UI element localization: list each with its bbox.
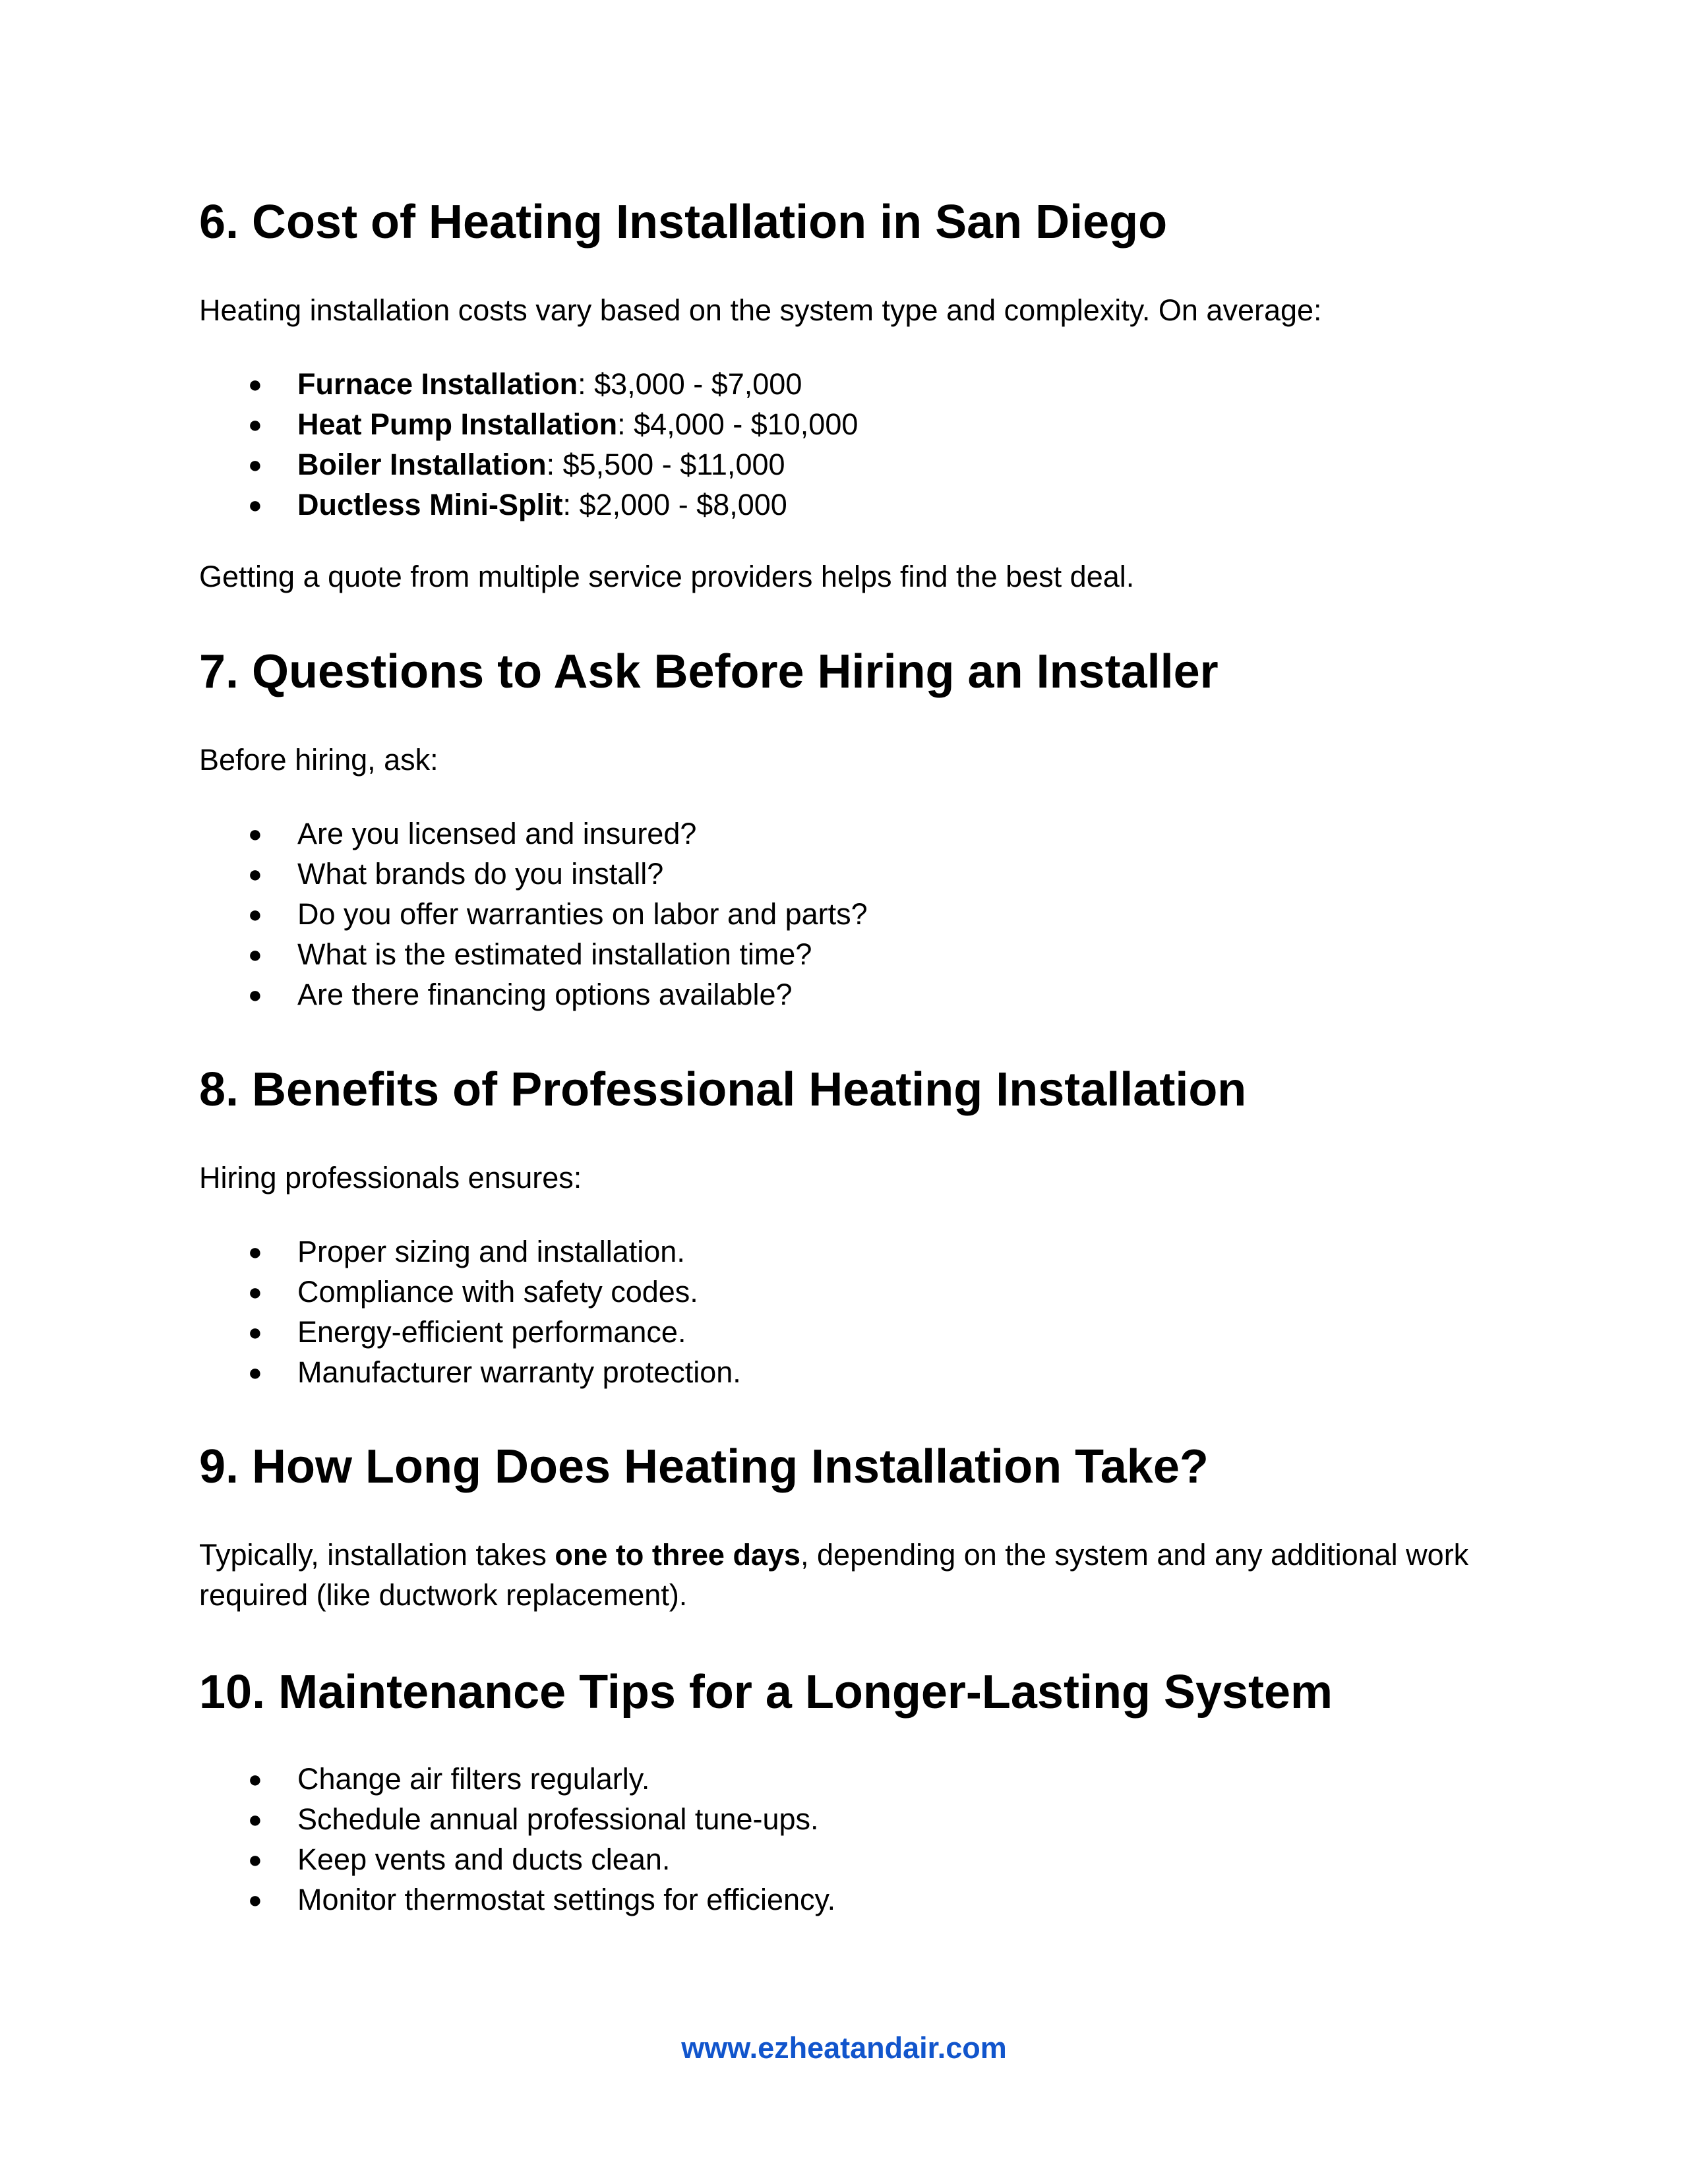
bullet-icon: ● bbox=[248, 1806, 262, 1833]
list-item-text: Manufacturer warranty protection. bbox=[297, 1355, 741, 1389]
list-item-text: : $5,500 - $11,000 bbox=[546, 448, 785, 481]
questions-list bbox=[199, 813, 868, 1015]
cost-list bbox=[199, 364, 858, 525]
list-item-text: What brands do you install? bbox=[297, 857, 664, 891]
list-item bbox=[199, 364, 858, 404]
list-item-text: What is the estimated installation time? bbox=[297, 937, 812, 971]
list-item bbox=[199, 934, 868, 974]
bullet-icon: ● bbox=[248, 941, 262, 968]
list-item-term: Ductless Mini-Split bbox=[297, 488, 563, 521]
bullet-icon: ● bbox=[248, 1359, 262, 1386]
body-text-bold: one to three days bbox=[555, 1538, 801, 1572]
list-item bbox=[199, 1231, 741, 1272]
list-item bbox=[199, 854, 868, 894]
section-heading-7: 7. Questions to Ask Before Hiring an Installer bbox=[199, 645, 1219, 698]
list-item-term: Furnace Installation bbox=[297, 367, 578, 401]
list-item-text: Energy-efficient performance. bbox=[297, 1315, 686, 1349]
bullet-icon: ● bbox=[248, 820, 262, 847]
body-text-end: , depending on the system and any additional work required (like ductwork replacement). bbox=[199, 1538, 1469, 1612]
section-body-9 bbox=[199, 1535, 1492, 1615]
bullet-icon: ● bbox=[248, 1765, 262, 1792]
footer bbox=[0, 2028, 1688, 2068]
list-item-text: Proper sizing and installation. bbox=[297, 1235, 685, 1268]
list-item-text: Are there financing options available? bbox=[297, 978, 793, 1011]
maintenance-list bbox=[199, 1759, 835, 1920]
section-heading-10: 10. Maintenance Tips for a Longer-Lasting System bbox=[199, 1666, 1333, 1719]
section-intro-8: Hiring professionals ensures: bbox=[199, 1161, 582, 1195]
list-item-text: Are you licensed and insured? bbox=[297, 817, 697, 850]
bullet-icon: ● bbox=[248, 981, 262, 1008]
section-heading-9: 9. How Long Does Heating Installation Take? bbox=[199, 1440, 1209, 1493]
bullet-icon: ● bbox=[248, 860, 262, 887]
bullet-icon: ● bbox=[248, 451, 262, 478]
benefits-list bbox=[199, 1231, 741, 1392]
section-intro-7: Before hiring, ask: bbox=[199, 743, 438, 777]
list-item-term: Heat Pump Installation bbox=[297, 407, 618, 441]
list-item bbox=[199, 444, 858, 485]
list-item-text: Schedule annual professional tune-ups. bbox=[297, 1802, 819, 1836]
bullet-icon: ● bbox=[248, 900, 262, 928]
list-item-text: Compliance with safety codes. bbox=[297, 1275, 698, 1309]
list-item bbox=[199, 485, 858, 525]
list-item bbox=[199, 1312, 741, 1352]
list-item-text: Monitor thermostat settings for efficiency. bbox=[297, 1883, 836, 1916]
list-item-text: Change air filters regularly. bbox=[297, 1762, 650, 1796]
bullet-icon: ● bbox=[248, 1318, 262, 1345]
list-item bbox=[199, 1799, 835, 1839]
list-item bbox=[199, 1759, 835, 1799]
section-heading-6: 6. Cost of Heating Installation in San Diego bbox=[199, 196, 1168, 249]
list-item bbox=[199, 1352, 741, 1392]
bullet-icon: ● bbox=[248, 1886, 262, 1913]
list-item bbox=[199, 1839, 835, 1879]
list-item bbox=[199, 894, 868, 934]
section-outro-6: Getting a quote from multiple service providers helps find the best deal. bbox=[199, 560, 1135, 593]
list-item bbox=[199, 1879, 835, 1920]
bullet-icon: ● bbox=[248, 1238, 262, 1265]
list-item-text: Keep vents and ducts clean. bbox=[297, 1843, 671, 1876]
list-item bbox=[199, 813, 868, 854]
list-item-text: : $4,000 - $10,000 bbox=[617, 407, 859, 441]
list-item-text: : $2,000 - $8,000 bbox=[562, 488, 787, 521]
list-item bbox=[199, 974, 868, 1015]
bullet-icon: ● bbox=[248, 370, 262, 398]
bullet-icon: ● bbox=[248, 1278, 262, 1305]
website-link[interactable]: www.ezheatandair.com bbox=[681, 2031, 1007, 2065]
list-item-term: Boiler Installation bbox=[297, 448, 547, 481]
list-item-text: Do you offer warranties on labor and parts? bbox=[297, 897, 868, 931]
section-heading-8: 8. Benefits of Professional Heating Installation bbox=[199, 1063, 1247, 1116]
list-item bbox=[199, 1272, 741, 1312]
list-item bbox=[199, 404, 858, 444]
bullet-icon: ● bbox=[248, 411, 262, 438]
bullet-icon: ● bbox=[248, 1846, 262, 1873]
body-text-start: Typically, installation takes bbox=[199, 1538, 555, 1572]
list-item-text: : $3,000 - $7,000 bbox=[578, 367, 802, 401]
section-intro-6: Heating installation costs vary based on the system type and complexity. On average: bbox=[199, 293, 1322, 327]
bullet-icon: ● bbox=[248, 491, 262, 518]
